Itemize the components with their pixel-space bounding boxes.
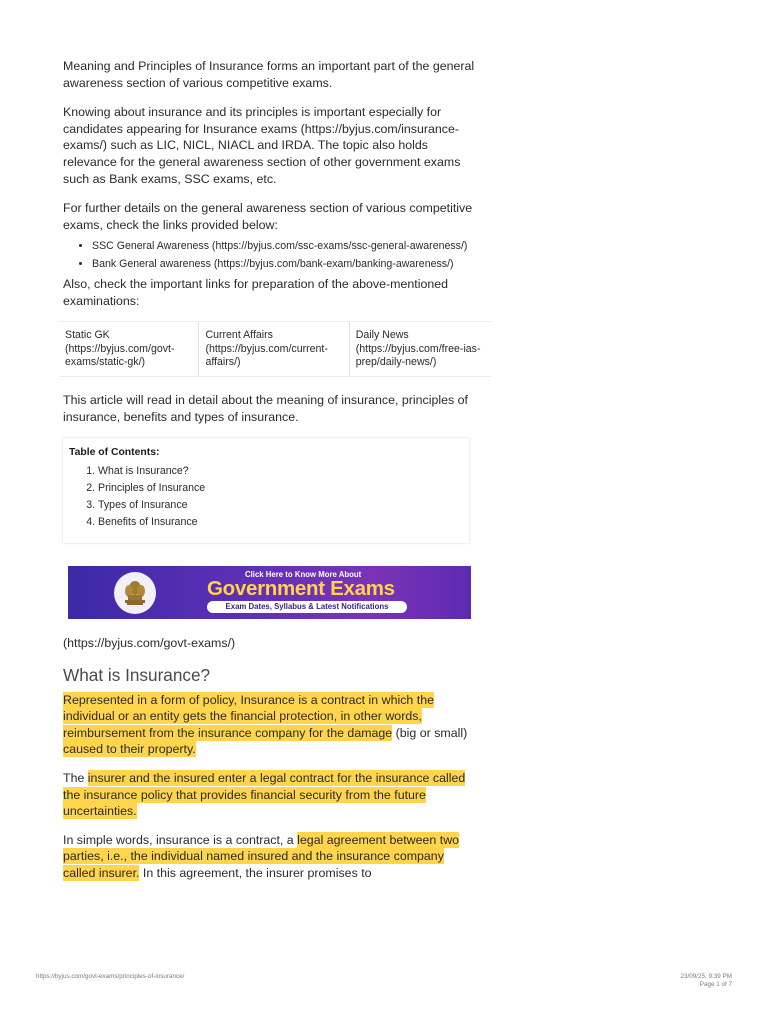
article-summary-paragraph: This article will read in detail about the meaning of insurance, principles of insurance, benefits and types of insurance. (63, 392, 468, 424)
paragraph-text: The (63, 771, 88, 785)
insurance-definition-paragraph (63, 692, 475, 758)
section-heading: What is Insurance? (63, 664, 211, 685)
important-links-paragraph: Also, check the important links for preparation of the above-mentioned examinations: (63, 276, 449, 308)
intro-paragraph: Meaning and Principles of Insurance forms an important part of the general awareness section of various competitive exams. (63, 59, 475, 90)
ssc-awareness-link[interactable]: • SSC General Awareness (https://byjus.com/ssc-exams/ssc-general-awareness/) (92, 240, 475, 254)
simple-words-paragraph (63, 832, 475, 882)
footer-datetime: 23/09/25, 9:39 PM (680, 973, 732, 980)
paragraph-text: (big or small) (392, 725, 468, 740)
govt-exams-link[interactable]: (https://byjus.com/govt-exams/) (63, 636, 236, 651)
toc-title: Table of Contents: (69, 447, 160, 459)
static-gk-link[interactable]: Static GK (https://byjus.com/govt-exams/static-gk/) (59, 322, 199, 377)
paragraph-text: In simple words, insurance is a contract, a (63, 832, 298, 847)
toc-item-principles[interactable]: 2. Principles of Insurance (98, 482, 463, 496)
banner-top-text: Click Here to Know More About (245, 570, 362, 580)
highlighted-text: insurer and the insured enter a legal contract for the insurance called the insurance policy that provides financial security from the future uncertainties. (63, 771, 466, 819)
government-exams-banner[interactable] (68, 566, 471, 619)
table-of-contents (62, 437, 470, 544)
daily-news-link[interactable]: Daily News (https://byjus.com/free-ias-prep/daily-news/) (349, 322, 491, 377)
national-emblem-icon (114, 572, 156, 614)
toc-item-benefits[interactable]: 4. Benefits of Insurance (98, 516, 463, 530)
quick-links-table (59, 321, 491, 377)
further-details-paragraph: For further details on the general awareness section of various competitive exams, check the links provided below: (63, 201, 473, 232)
footer-url: https://byjus.com/govt-exams/principles-of-insurance/ (36, 973, 185, 980)
awareness-links-list (63, 240, 475, 272)
toc-item-what-is-insurance[interactable]: 1. What is Insurance? (98, 465, 463, 479)
bank-awareness-link[interactable]: • Bank General awareness (https://byjus.com/bank-exam/banking-awareness/) (92, 258, 475, 272)
article-page (63, 58, 481, 882)
banner-title: Government Exams (207, 577, 395, 601)
insurer-insured-paragraph (63, 770, 475, 820)
toc-item-types[interactable]: 3. Types of Insurance (98, 499, 463, 513)
highlighted-text: Represented in a form of policy, Insurance is a contract in which the individual or an entity gets the financial protection, in other words, reimbursement from the insurance company for the damage (63, 692, 434, 740)
toc-list (69, 465, 463, 530)
banner-subtitle-pill: Exam Dates, Syllabus & Latest Notifications (207, 601, 407, 613)
insurance-exams-paragraph: Knowing about insurance and its principles is important especially for candidates appearing for Insurance exams (https://byjus.com/insurance-exams/) such as LIC, NICL, NIACL and IRDA. The topic also holds relevance for the general awareness section of other government exams such as Bank exams, SSC exams, etc. (63, 105, 461, 186)
footer-meta (681, 973, 732, 989)
paragraph-text: In this agreement, the insurer promises to (139, 865, 372, 880)
current-affairs-link[interactable]: Current Affairs (https://byjus.com/current-affairs/) (199, 322, 349, 377)
table-row (59, 322, 491, 377)
highlighted-text: caused to their property. (63, 742, 196, 757)
footer-page-number: Page 1 of 7 (699, 981, 732, 988)
highlighted-text: legal agreement between two parties, i.e., the individual named insured and the insurance company called insurer. (63, 832, 460, 880)
